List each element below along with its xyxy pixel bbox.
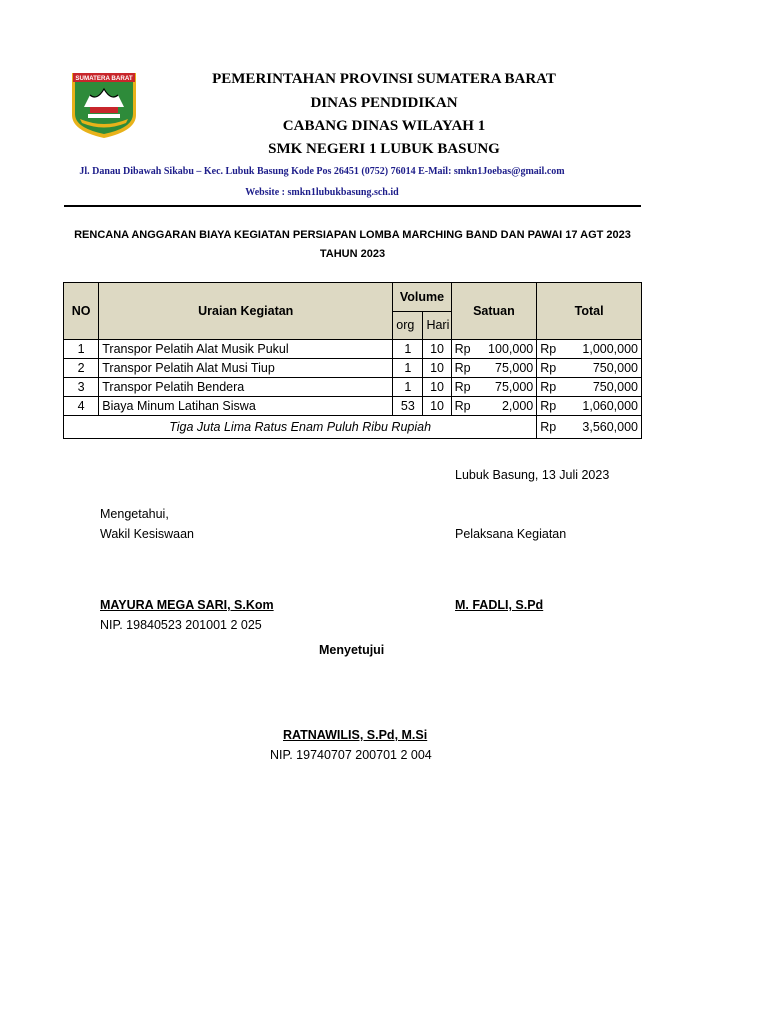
header-satuan: Satuan xyxy=(451,283,537,340)
row-total-currency: Rp xyxy=(537,359,562,378)
row-no: 4 xyxy=(64,397,99,416)
row-uraian: Transpor Pelatih Alat Musi Tiup xyxy=(99,359,393,378)
row-satuan-currency: Rp xyxy=(451,397,476,416)
row-hari: 10 xyxy=(423,378,451,397)
approval-label: Menyetujui xyxy=(319,643,385,657)
grand-total: 3,560,000 xyxy=(562,416,642,439)
table-row xyxy=(64,378,642,397)
row-satuan: 75,000 xyxy=(476,359,536,378)
row-no: 2 xyxy=(64,359,99,378)
approver-name: RATNAWILIS, S.Pd, M.Si xyxy=(283,728,428,742)
row-hari: 10 xyxy=(423,359,451,378)
row-total-currency: Rp xyxy=(537,340,562,359)
row-satuan-currency: Rp xyxy=(451,340,476,359)
document-title: RENCANA ANGGARAN BIAYA KEGIATAN PERSIAPAN LOMBA MARCHING BAND DAN PAWAI 17 AGT 2023 xyxy=(74,229,631,241)
header-org: org xyxy=(393,311,423,340)
total-currency: Rp xyxy=(537,416,562,439)
row-uraian: Transpor Pelatih Alat Musik Pukul xyxy=(99,340,393,359)
row-org: 1 xyxy=(393,378,423,397)
table-row xyxy=(64,397,642,416)
logo-banner-text: SUMATERA BARAT xyxy=(75,75,133,83)
row-hari: 10 xyxy=(423,340,451,359)
table-header-row xyxy=(64,283,642,312)
left-signer-name: MAYURA MEGA SARI, S.Kom xyxy=(100,598,274,612)
letterhead-line3: CABANG DINAS WILAYAH 1 xyxy=(282,118,486,134)
letterhead-line2: DINAS PENDIDIKAN xyxy=(310,95,458,111)
letterhead-line4: SMK NEGERI 1 LUBUK BASUNG xyxy=(268,141,500,157)
table-total-row xyxy=(64,416,642,439)
letterhead-line1: PEMERINTAHAN PROVINSI SUMATERA BARAT xyxy=(212,71,556,87)
row-satuan: 2,000 xyxy=(476,397,536,416)
header-total: Total xyxy=(537,283,642,340)
row-no: 1 xyxy=(64,340,99,359)
row-org: 53 xyxy=(393,397,423,416)
header-hari: Hari xyxy=(423,311,451,340)
row-uraian: Biaya Minum Latihan Siswa xyxy=(99,397,393,416)
row-org: 1 xyxy=(393,359,423,378)
right-signer-name: M. FADLI, S.Pd xyxy=(455,598,544,612)
row-total: 750,000 xyxy=(562,359,642,378)
approver-nip: NIP. 19740707 200701 2 004 xyxy=(270,748,432,762)
table-row xyxy=(64,340,642,359)
budget-table xyxy=(63,282,642,439)
header-volume: Volume xyxy=(393,283,451,312)
row-total: 1,060,000 xyxy=(562,397,642,416)
left-signer-label-1: Mengetahui, xyxy=(100,507,169,521)
table-row xyxy=(64,359,642,378)
row-uraian: Transpor Pelatih Bendera xyxy=(99,378,393,397)
row-org: 1 xyxy=(393,340,423,359)
row-total: 1,000,000 xyxy=(562,340,642,359)
header-no: NO xyxy=(64,283,99,340)
letterhead-website: Website : smkn1lubukbasung.sch.id xyxy=(245,187,399,198)
row-total-currency: Rp xyxy=(537,397,562,416)
header-uraian: Uraian Kegiatan xyxy=(99,283,393,340)
document-year: TAHUN 2023 xyxy=(319,248,386,260)
left-signer-nip: NIP. 19840523 201001 2 025 xyxy=(100,618,262,632)
row-total: 750,000 xyxy=(562,378,642,397)
row-satuan-currency: Rp xyxy=(451,378,476,397)
row-hari: 10 xyxy=(423,397,451,416)
total-in-words: Tiga Juta Lima Ratus Enam Puluh Ribu Rupiah xyxy=(64,416,537,439)
row-satuan: 75,000 xyxy=(476,378,536,397)
row-no: 3 xyxy=(64,378,99,397)
right-signer-label: Pelaksana Kegiatan xyxy=(455,527,567,541)
row-satuan: 100,000 xyxy=(476,340,536,359)
letterhead-divider xyxy=(64,205,641,207)
row-satuan-currency: Rp xyxy=(451,359,476,378)
letterhead-address: Jl. Danau Dibawah Sikabu – Kec. Lubuk Basung Kode Pos 26451 (0752) 76014 E-Mail: smkn1Joebas@gmail.com xyxy=(79,166,565,177)
row-total-currency: Rp xyxy=(537,378,562,397)
place-date: Lubuk Basung, 13 Juli 2023 xyxy=(455,468,610,482)
left-signer-label-2: Wakil Kesiswaan xyxy=(100,527,195,541)
